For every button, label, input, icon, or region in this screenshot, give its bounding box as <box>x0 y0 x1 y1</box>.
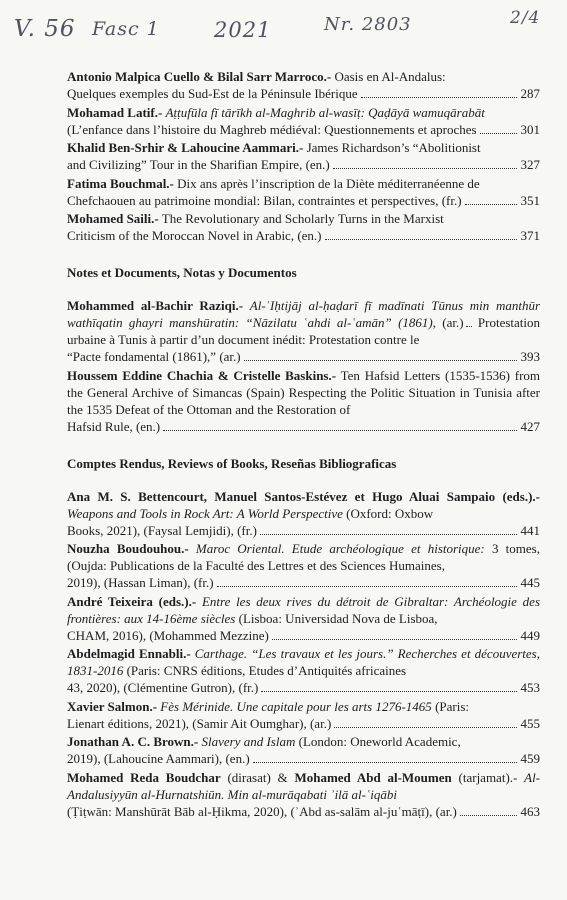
entry-after-title: 3 tomes, (Oujda: Publications de la Faculté des Lettres et des Sciences Humaines, <box>67 541 540 573</box>
entry-authors: Antonio Malpica Cuello & Bilal Sarr Marroco.- <box>67 69 332 84</box>
dot-leader <box>361 97 517 98</box>
entry-authors: Abdelmagid Ennabli.- <box>67 646 191 661</box>
toc-entry[interactable] <box>67 698 540 732</box>
handnote-year: 2021 <box>214 18 272 42</box>
toc-entry[interactable] <box>67 540 540 591</box>
toc-entry[interactable] <box>67 210 540 244</box>
page-number: 351 <box>520 192 540 208</box>
entry-text: Protestation urbaine à Tunis à partir d’un document inédit: Protestation contre le <box>67 315 541 347</box>
dot-leader <box>261 691 517 692</box>
entry-last-line: 2019), (Lahoucine Aammari), (en.) <box>67 751 250 766</box>
entry-last-line: 2019), (Hassan Liman), (fr.) <box>67 575 214 590</box>
toc-entry[interactable] <box>67 593 540 644</box>
dot-leader <box>325 239 517 240</box>
entry-after-title: (Oxford: Oxbow <box>342 505 434 521</box>
entry-last-line: Criticism of the Moroccan Novel in Arabic, (en.) <box>67 228 322 243</box>
dot-leader <box>163 430 517 431</box>
dot-leader <box>253 762 517 763</box>
entry-last-line: and Civilizing” Tour in the Sharifian Empire, (en.) <box>67 157 330 172</box>
entry-after-title: (Paris: <box>431 698 470 714</box>
toc-entry[interactable] <box>67 68 540 102</box>
handnote-number: Nr. 2803 <box>324 14 412 35</box>
section-heading-reviews: Comptes Rendus, Reviews of Books, Reseñas Bibliograficas <box>67 455 397 471</box>
entry-authors-role: (tarjamat).- <box>451 769 518 785</box>
entry-text: Ten Hafsid Letters (1535-1536) from the General Archive of Simancas (Spain) Respecting the Politic Situation in Tunisia after the 1535 Defeat of the Ottoman and the Restoration of <box>67 367 541 417</box>
dot-leader <box>244 360 517 361</box>
entry-authors: Ana M. S. Bettencourt, Manuel Santos-Estévez et Hugo Aluai Sampaio (eds.).- <box>67 488 540 504</box>
entry-last-line: Lienart éditions, 2021), (Samir Ait Oumghar), (ar.) <box>67 715 332 731</box>
entry-authors-role: (dirasat) & <box>220 769 295 785</box>
dot-leader <box>272 639 517 640</box>
entry-text: Dix ans après l’inscription de la Diète méditerranéenne de <box>177 175 480 191</box>
dot-leader <box>466 326 472 327</box>
dot-leader <box>334 727 517 728</box>
dot-leader <box>333 168 517 169</box>
entry-last-line: (Ṭiṭwān: Manshūrāt Bāb al-Ḥikma, 2020), (ʾAbd as-salām al-juʿmāṭī), (ar.) <box>67 803 457 819</box>
entry-title: Fès Mérinide. Une capitale pour les arts 1276-1465 <box>160 698 432 714</box>
entry-last-line: “Pacte fondamental (1861),” (ar.) <box>67 349 241 364</box>
dot-leader <box>480 133 517 134</box>
entry-authors: Jonathan A. C. Brown.- <box>67 734 199 749</box>
dot-leader <box>460 815 517 816</box>
entry-text: The Revolutionary and Scholarly Turns in the Marxist <box>161 211 444 226</box>
entry-last-line: 43, 2020), (Clémentine Gutron), (fr.) <box>67 680 259 695</box>
entry-after-title: (Paris: CNRS éditions, Etudes d’Antiquités africaines <box>123 663 407 678</box>
page-number: 393 <box>520 349 540 364</box>
entry-title: Al-Andalusiyyūn al-Hurnatshiūn. Min al-murāqabati ʾilā al-ʿiqābi <box>67 769 541 802</box>
entry-authors: Mohamad Latif.- <box>67 104 163 120</box>
entry-last-line: Hafsid Rule, (en.) <box>67 418 161 434</box>
dot-leader <box>465 204 517 205</box>
toc-entry[interactable] <box>67 645 540 696</box>
entry-title: Aṭṭufūla fī tārīkh al-Maghrib al-wasīṭ: Qaḍāyā wamuqārabāt <box>165 104 485 120</box>
entry-authors: Mohamed Reda Boudchar <box>67 769 221 785</box>
toc-section-notes <box>67 297 540 435</box>
section-heading-notes: Notes et Documents, Notas y Documentos <box>67 265 297 280</box>
dot-leader <box>217 586 517 587</box>
page-number: 453 <box>520 680 540 695</box>
table-of-contents <box>67 68 540 821</box>
entry-title: Entre les deux rives du détroit de Gibraltar: Archéologie des frontières: aux 14-16ème siècles <box>67 593 541 626</box>
entry-authors: Mohammed al-Bachir Raziqi.- <box>67 298 244 313</box>
toc-entry[interactable] <box>67 139 540 173</box>
entry-authors-second: Mohamed Abd al-Moumen <box>294 769 452 785</box>
page-number: 449 <box>520 627 540 643</box>
entry-authors: Houssem Eddine Chachia & Cristelle Baskins.- <box>67 367 337 383</box>
toc-entry[interactable] <box>67 769 540 820</box>
page-number: 455 <box>520 715 540 731</box>
handnote-fraction: 2/4 <box>510 8 541 28</box>
entry-after-title: , (ar.) <box>432 315 464 330</box>
entry-authors: Mohamed Saili.- <box>67 211 159 226</box>
toc-entry[interactable] <box>67 175 540 209</box>
entry-authors: Khalid Ben-Srhir & Lahoucine Aammari.- <box>67 140 304 155</box>
entry-last-line: (L’enfance dans l’histoire du Maghreb médiéval: Questionnements et aproches <box>67 121 477 137</box>
page-number: 427 <box>520 418 540 434</box>
entry-text: Oasis en Al-Andalus: <box>334 69 446 84</box>
handnote-fascicle: Fasc 1 <box>92 18 160 40</box>
toc-entry[interactable] <box>67 733 540 767</box>
entry-authors: Fatima Bouchmal.- <box>67 175 174 191</box>
handwritten-annotation <box>14 8 554 44</box>
entry-authors: André Teixeira (eds.).- <box>67 593 197 609</box>
entry-authors: Xavier Salmon.- <box>67 698 158 714</box>
page-number: 301 <box>520 121 540 137</box>
entry-title: Slavery and Islam <box>201 734 296 749</box>
entry-title: Al-ʿIḥtijāj al-ḥaḍarī fī madīnati Tūnus min manthūr wathīqatin ghayri manshūratin: “Nāzilatu ʿahdi al-ʿamān” (1861) <box>67 298 541 330</box>
toc-section-articles <box>67 68 540 244</box>
entry-title: Maroc Oriental. Etude archéologique et historique: <box>195 541 485 556</box>
page-number: 463 <box>520 803 540 819</box>
toc-entry[interactable] <box>67 367 540 435</box>
entry-title: Carthage. “Les travaux et les jours.” Recherches et découvertes, 1831-2016 <box>67 646 540 678</box>
handnote-volume: V. 56 <box>14 16 76 42</box>
entry-last-line: Quelques exemples du Sud-Est de la Péninsule Ibérique <box>67 86 358 101</box>
entry-title: Weapons and Tools in Rock Art: A World Perspective <box>67 505 343 521</box>
entry-authors: Nouzha Boudouhou.- <box>67 541 189 556</box>
page-number: 445 <box>520 575 540 590</box>
entry-last-line: CHAM, 2016), (Mohammed Mezzine) <box>67 627 269 643</box>
page-number: 459 <box>520 751 540 766</box>
entry-after-title: (Lisboa: Universidad Nova de Lisboa, <box>235 610 438 626</box>
entry-last-line: Chefchaouen au patrimoine mondial: Bilan, contraintes et perspectives, (fr.) <box>67 192 462 208</box>
toc-section-reviews <box>67 488 540 820</box>
page-number: 371 <box>520 228 540 243</box>
entry-text: James Richardson’s “Abolitionist <box>306 140 481 155</box>
toc-entry[interactable] <box>67 297 540 365</box>
page-number: 287 <box>520 86 540 101</box>
toc-entry[interactable] <box>67 104 540 138</box>
toc-entry[interactable] <box>67 488 540 539</box>
entry-after-title: (London: Oneworld Academic, <box>295 734 461 749</box>
entry-last-line: Books, 2021), (Faysal Lemjidi), (fr.) <box>67 522 257 538</box>
page-number: 441 <box>520 522 540 538</box>
page-number: 327 <box>520 157 540 172</box>
dot-leader <box>260 534 517 535</box>
